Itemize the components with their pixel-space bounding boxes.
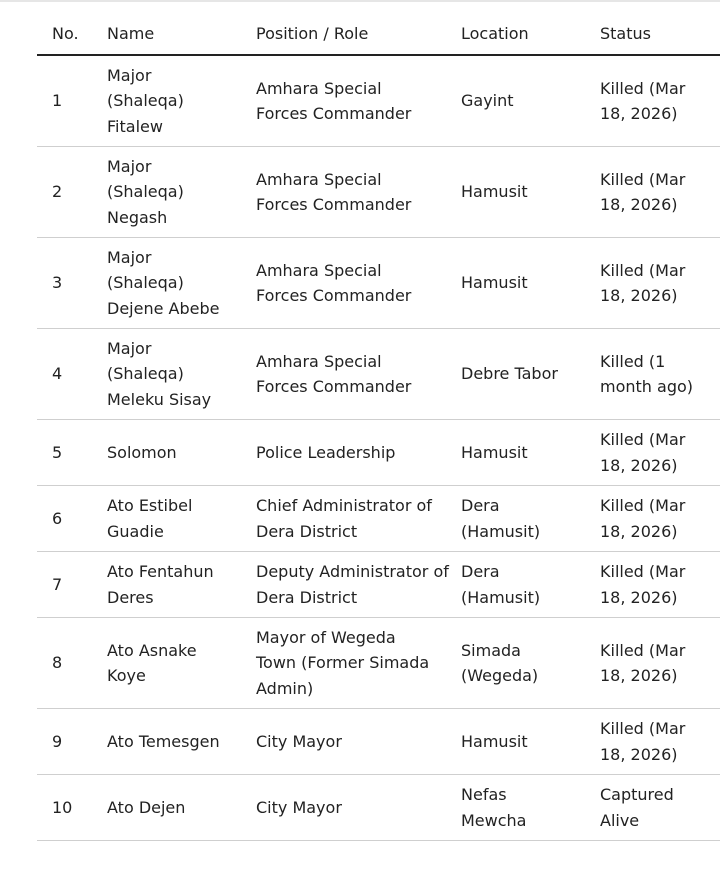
cell-no: 2	[37, 147, 107, 238]
top-divider	[0, 0, 720, 2]
cell-position: Deputy Administrator of Dera District	[256, 552, 461, 618]
cell-no: 7	[37, 552, 107, 618]
cell-location: Debre Tabor	[461, 329, 600, 420]
cell-name: Major (Shaleqa) Negash	[107, 147, 256, 238]
cell-location: Hamusit	[461, 420, 600, 486]
cell-name: Ato Temesgen	[107, 709, 256, 775]
cell-position: City Mayor	[256, 709, 461, 775]
cell-position: Amhara Special Forces Commander	[256, 329, 461, 420]
cell-position: Amhara Special Forces Commander	[256, 238, 461, 329]
cell-location: Dera (Hamusit)	[461, 486, 600, 552]
table-row	[37, 329, 720, 420]
cell-location: Nefas Mewcha	[461, 775, 600, 841]
cell-location: Hamusit	[461, 709, 600, 775]
table-row	[37, 775, 720, 841]
cell-position: Chief Administrator of Dera District	[256, 486, 461, 552]
header-no: No.	[37, 14, 107, 55]
cell-name: Ato Fentahun Deres	[107, 552, 256, 618]
cell-position: City Mayor	[256, 775, 461, 841]
cell-status: Killed (Mar 18, 2026)	[600, 147, 720, 238]
header-name: Name	[107, 14, 256, 55]
cell-status: Killed (Mar 18, 2026)	[600, 552, 720, 618]
table-row	[37, 55, 720, 147]
cell-name: Major (Shaleqa) Fitalew	[107, 55, 256, 147]
cell-no: 6	[37, 486, 107, 552]
cell-no: 1	[37, 55, 107, 147]
cell-location: Hamusit	[461, 147, 600, 238]
cell-location: Gayint	[461, 55, 600, 147]
header-status: Status	[600, 14, 720, 55]
table-row	[37, 709, 720, 775]
table-row	[37, 618, 720, 709]
cell-location: Dera (Hamusit)	[461, 552, 600, 618]
cell-status: Killed (Mar 18, 2026)	[600, 420, 720, 486]
cell-position: Mayor of Wegeda Town (Former Simada Admin)	[256, 618, 461, 709]
cell-name: Major (Shaleqa) Meleku Sisay	[107, 329, 256, 420]
header-position: Position / Role	[256, 14, 461, 55]
cell-name: Major (Shaleqa) Dejene Abebe	[107, 238, 256, 329]
cell-position: Amhara Special Forces Commander	[256, 147, 461, 238]
cell-name: Ato Estibel Guadie	[107, 486, 256, 552]
cell-no: 8	[37, 618, 107, 709]
header-row	[37, 14, 720, 55]
table-row	[37, 238, 720, 329]
cell-name: Ato Asnake Koye	[107, 618, 256, 709]
table-row	[37, 552, 720, 618]
cell-no: 4	[37, 329, 107, 420]
cell-status: Killed (1 month ago)	[600, 329, 720, 420]
cell-no: 10	[37, 775, 107, 841]
cell-status: Killed (Mar 18, 2026)	[600, 55, 720, 147]
header-location: Location	[461, 14, 600, 55]
cell-no: 5	[37, 420, 107, 486]
table-row	[37, 147, 720, 238]
cell-location: Simada (Wegeda)	[461, 618, 600, 709]
cell-status: Captured Alive	[600, 775, 720, 841]
cell-name: Ato Dejen	[107, 775, 256, 841]
cell-no: 9	[37, 709, 107, 775]
table-header	[37, 14, 720, 55]
cell-name: Solomon	[107, 420, 256, 486]
cell-position: Amhara Special Forces Commander	[256, 55, 461, 147]
cell-location: Hamusit	[461, 238, 600, 329]
cell-status: Killed (Mar 18, 2026)	[600, 486, 720, 552]
cell-status: Killed (Mar 18, 2026)	[600, 618, 720, 709]
table-row	[37, 486, 720, 552]
table-body	[37, 55, 720, 841]
table-row	[37, 420, 720, 486]
cell-no: 3	[37, 238, 107, 329]
roster-table	[37, 14, 720, 841]
cell-position: Police Leadership	[256, 420, 461, 486]
cell-status: Killed (Mar 18, 2026)	[600, 709, 720, 775]
cell-status: Killed (Mar 18, 2026)	[600, 238, 720, 329]
